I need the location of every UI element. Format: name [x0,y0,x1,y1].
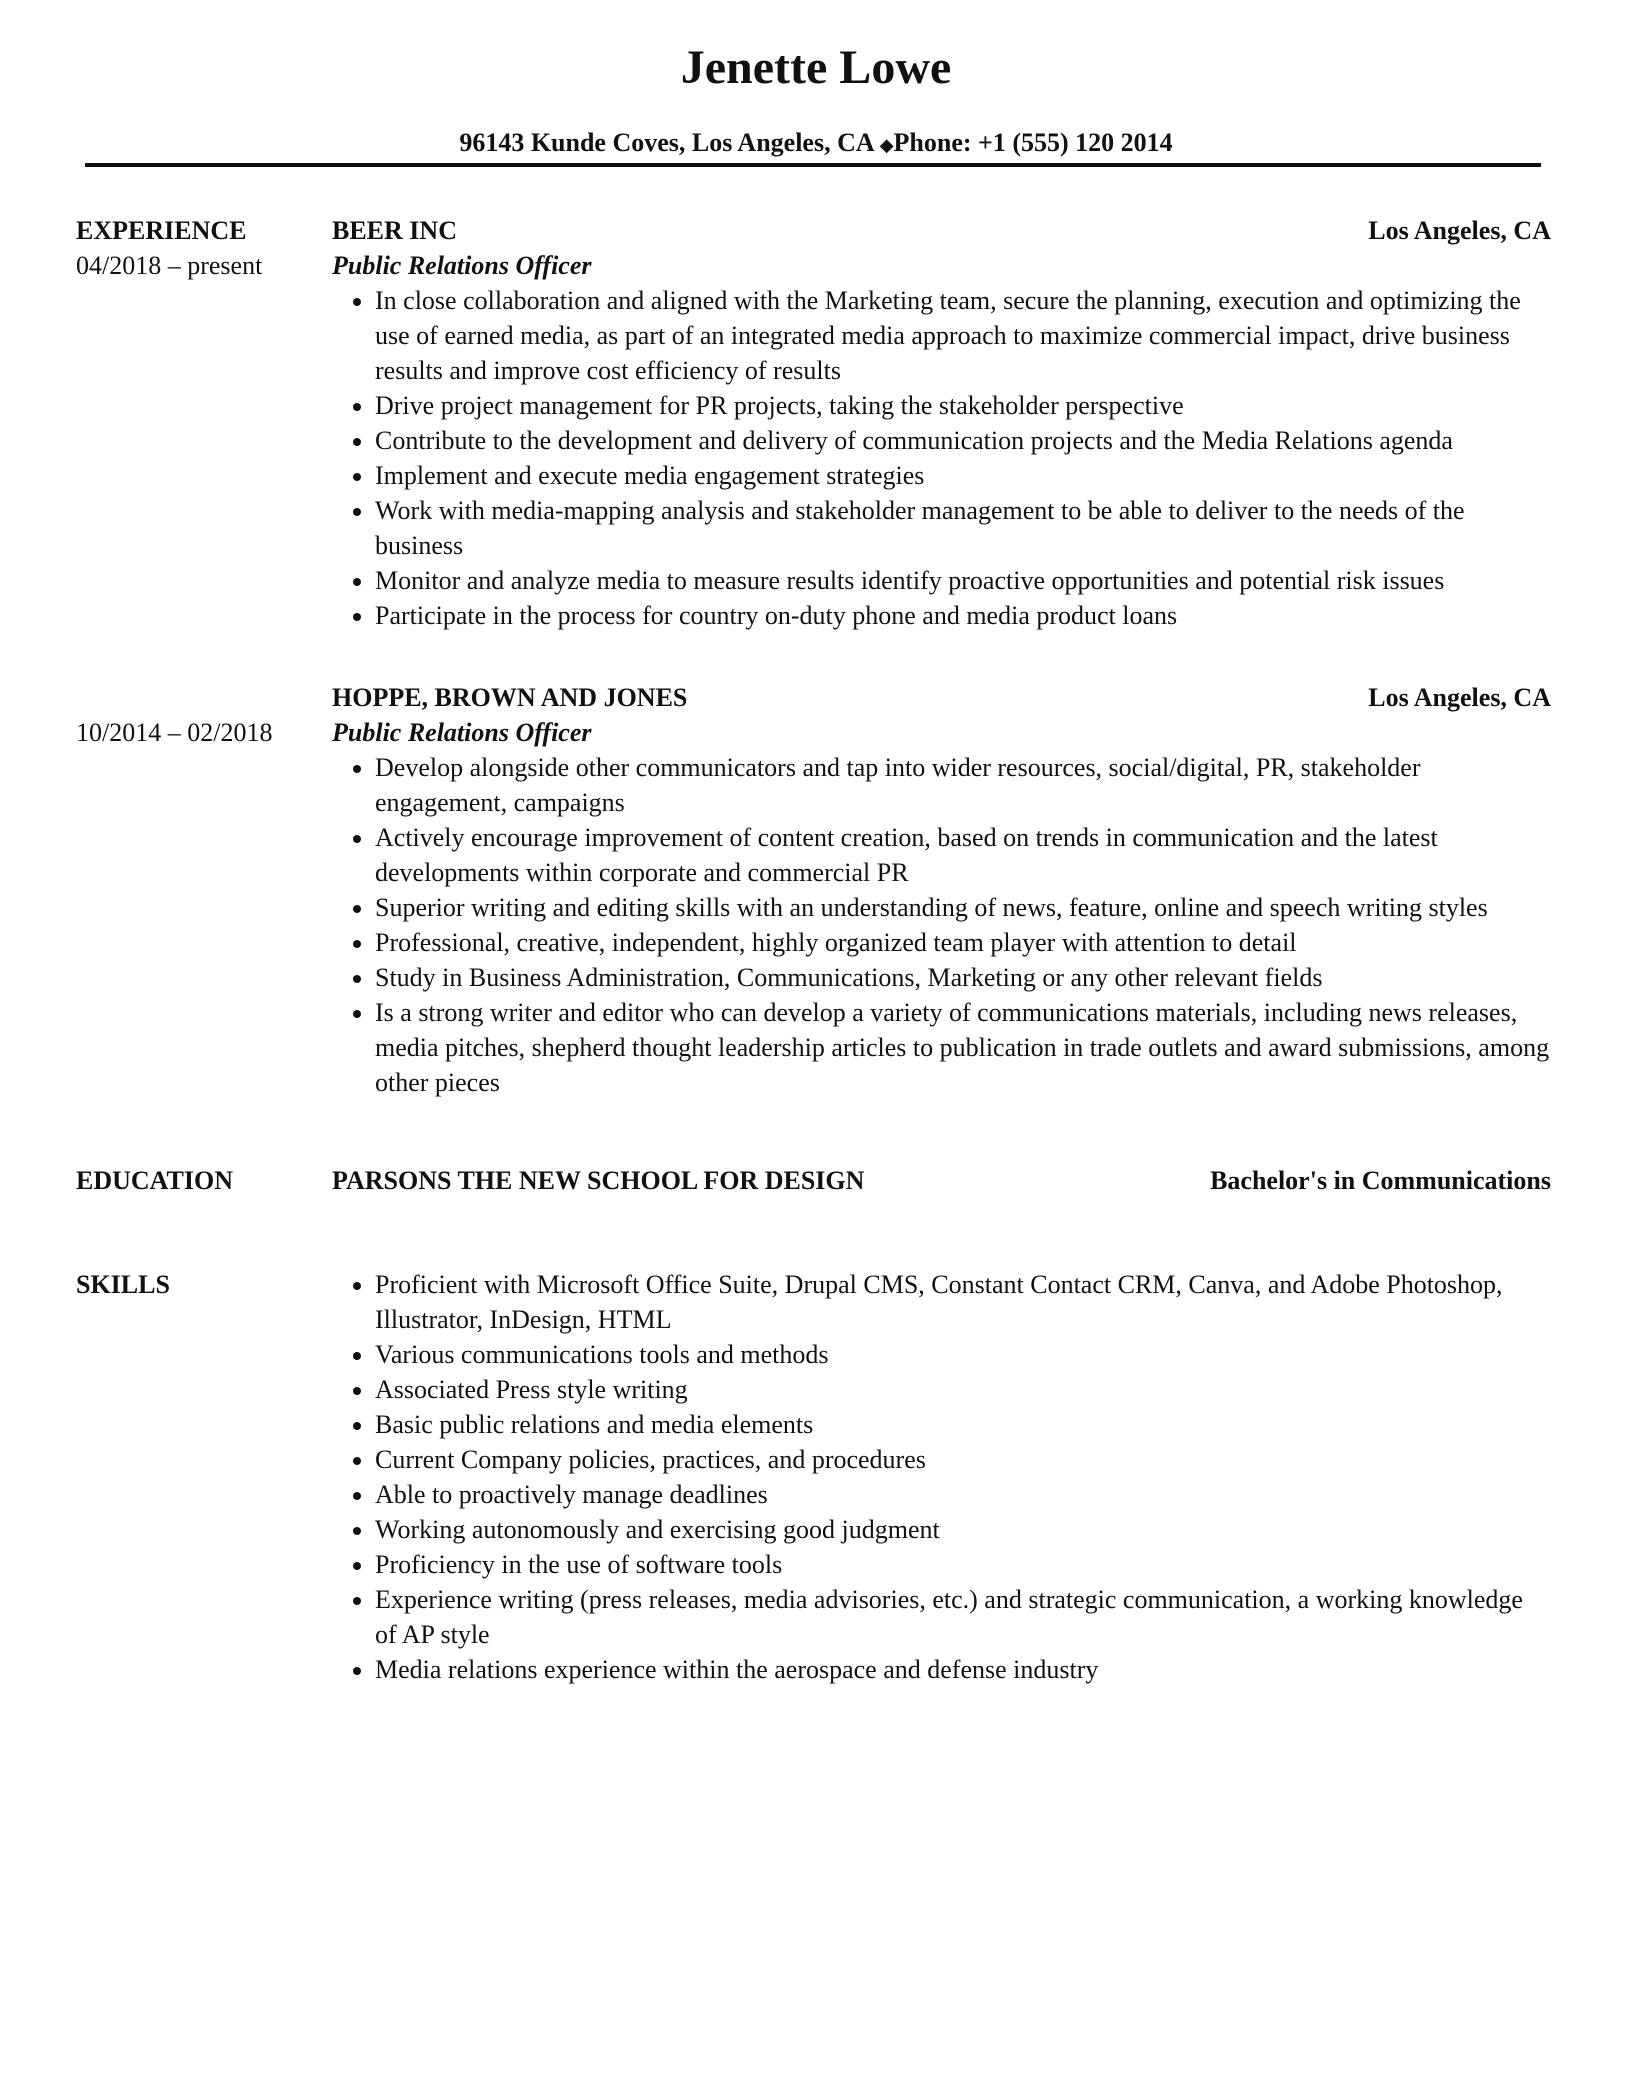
list-item: • Is a strong writer and editor who can develop a variety of communications materials, including news releases, media pitches, shepherd thought leadership articles to publication in trade outlets and award submissions, among other pieces [375,995,1551,1100]
list-item: • Study in Business Administration, Communications, Marketing or any other relevant fields [375,960,1551,995]
degree: Bachelor's in Communications [1210,1166,1551,1195]
job-entry [76,213,1551,633]
header-divider [85,163,1541,167]
section-title-education: EDUCATION [76,1166,233,1195]
list-item: • Professional, creative, independent, highly organized team player with attention to detail [375,925,1551,960]
job-dates: 04/2018 – present [76,251,263,280]
job-role: Public Relations Officer [332,718,592,747]
list-item: • Work with media-mapping analysis and stakeholder management to be able to deliver to the needs of the business [375,493,1551,563]
list-item: • Drive project management for PR projects, taking the stakeholder perspective [375,388,1551,423]
list-item: • In close collaboration and aligned with the Marketing team, secure the planning, execution and optimizing the use of earned media, as part of an integrated media approach to maximize commercial impact, drive business results and improve cost efficiency of results [375,283,1551,388]
list-item: • Able to proactively manage deadlines [375,1477,1551,1512]
job-bullets [332,283,1551,633]
list-item: • Actively encourage improvement of content creation, based on trends in communication and the latest developments within corporate and commercial PR [375,820,1551,890]
section-title-experience: EXPERIENCE [76,216,247,245]
list-item: • Implement and execute media engagement strategies [375,458,1551,493]
list-item: • Monitor and analyze media to measure results identify proactive opportunities and potential risk issues [375,563,1551,598]
list-item: • Superior writing and editing skills with an understanding of news, feature, online and speech writing styles [375,890,1551,925]
section-title-skills: SKILLS [76,1270,170,1299]
skills-list [332,1267,1551,1687]
list-item: • Develop alongside other communicators and tap into wider resources, social/digital, PR, stakeholder engagement, campaigns [375,750,1551,820]
candidate-name: Jenette Lowe [680,41,952,94]
contact-line [0,126,1632,162]
list-item: • Current Company policies, practices, and procedures [375,1442,1551,1477]
skills-section [76,1267,1551,1687]
job-role: Public Relations Officer [332,251,592,280]
list-item: • Associated Press style writing [375,1372,1551,1407]
phone: Phone: +1 (555) 120 2014 [893,128,1173,157]
list-item: • Media relations experience within the aerospace and defense industry [375,1652,1551,1687]
school-name: PARSONS THE NEW SCHOOL FOR DESIGN [332,1166,865,1195]
list-item: • Experience writing (press releases, media advisories, etc.) and strategic communication, a working knowledge of AP style [375,1582,1551,1652]
list-item: • Working autonomously and exercising good judgment [375,1512,1551,1547]
job-entry [76,680,1551,1100]
list-item: • Proficient with Microsoft Office Suite, Drupal CMS, Constant Contact CRM, Canva, and Adobe Photoshop, Illustrator, InDesign, HTML [375,1267,1551,1337]
list-item: • Various communications tools and methods [375,1337,1551,1372]
diamond-separator-icon: ◆ [879,135,894,155]
list-item: • Contribute to the development and delivery of communication projects and the Media Relations agenda [375,423,1551,458]
job-location: Los Angeles, CA [1368,216,1551,245]
resume-body [76,213,1551,1687]
job-location: Los Angeles, CA [1368,683,1551,712]
company-name: HOPPE, BROWN AND JONES [332,683,688,712]
company-name: BEER INC [332,216,457,245]
job-bullets [332,750,1551,1100]
list-item: • Basic public relations and media elements [375,1407,1551,1442]
list-item: • Proficiency in the use of software tools [375,1547,1551,1582]
address: 96143 Kunde Coves, Los Angeles, CA [459,128,874,157]
list-item: • Participate in the process for country on-duty phone and media product loans [375,598,1551,633]
education-section [76,1163,1551,1198]
job-dates: 10/2014 – 02/2018 [76,718,273,747]
